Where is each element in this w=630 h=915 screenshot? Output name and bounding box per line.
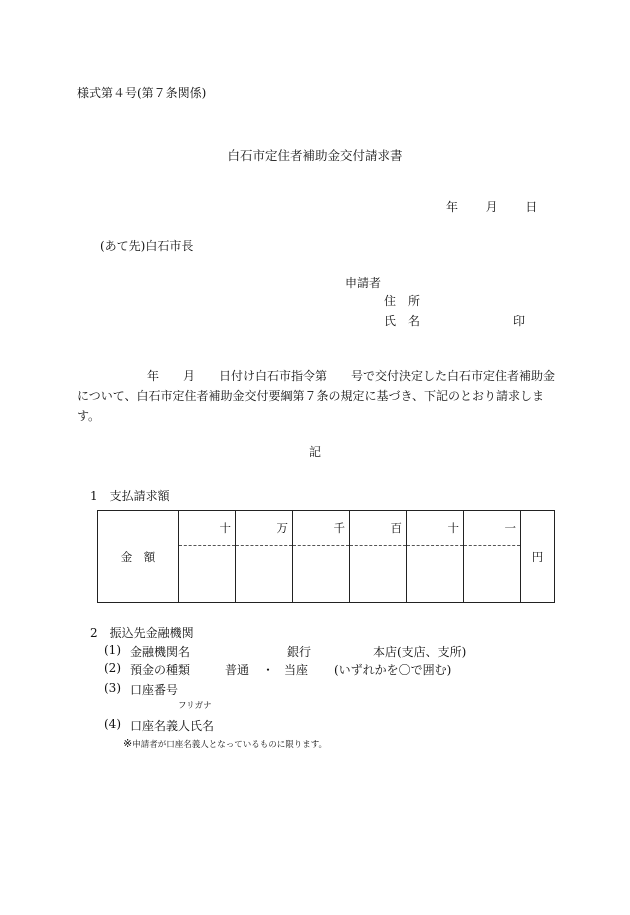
branch-suffix: 本店(支店、支所) [373,645,467,659]
request-body [77,366,557,426]
unit-juman: 十 [179,511,236,546]
section1-heading: 1 支払請求額 [90,489,170,503]
separator-dot: ・ [262,663,275,677]
seal-mark: 印 [513,314,526,328]
unit-sen: 千 [293,511,350,546]
body-line-3: す。 [77,409,101,423]
item-1-number: (1) [104,643,121,657]
account-note [123,737,327,750]
unit-man: 万 [236,511,293,546]
item-1-label: 金融機関名 [130,645,191,659]
bank-suffix: 銀行 [287,645,312,659]
unit-hyaku: 百 [350,511,407,546]
date-line [446,198,537,215]
date-day: 日 [525,200,538,214]
amount-table [97,510,555,603]
circle-instruction: (いずれかを〇で囲む) [334,663,452,677]
item-4-number: (4) [104,717,121,731]
item-4-label: 口座名義人氏名 [130,719,215,733]
body-line-2: について、白石市定住者補助金交付要綱第７条の規定に基づき、下記のとおり請求しま [77,389,545,403]
unit-ichi: 一 [464,511,521,546]
applicant-label: 申請者 [345,276,382,290]
address-label: 住 所 [384,294,421,308]
amount-digit-cell[interactable] [407,546,464,603]
name-label: 氏 名 [384,314,421,328]
furigana-label: フリガナ [178,701,212,711]
note-text: 申請者が口座名義人となっているものに限ります。 [132,740,328,750]
addressee: (あて先)白石市長 [100,239,194,253]
yen-label: 円 [521,511,555,603]
page-title: 白石市定住者補助金交付請求書 [227,148,403,163]
item-2-label: 預金の種類 [130,663,191,677]
section2-heading: 2 振込先金融機関 [90,626,194,640]
amount-digit-cell[interactable] [236,546,293,603]
item-3-label: 口座番号 [130,683,179,697]
amount-digit-cell[interactable] [179,546,236,603]
amount-label: 金 額 [98,511,179,603]
item-2-number: (2) [104,661,121,675]
note-mark-icon: ※ [123,737,133,750]
ki-heading: 記 [308,445,321,459]
amount-digit-cell[interactable] [293,546,350,603]
body-line-1: 年 月 日付け白石市指令第 号で交付決定した白石市定住者補助金 [147,369,556,383]
amount-digit-cell[interactable] [350,546,407,603]
deposit-touza[interactable]: 当座 [284,663,309,677]
form-number: 様式第４号(第７条関係) [77,86,207,100]
deposit-futsu[interactable]: 普通 [225,663,250,677]
date-year: 年 [446,200,459,214]
item-3-number: (3) [104,681,121,695]
date-month: 月 [485,200,498,214]
unit-ju: 十 [407,511,464,546]
amount-digit-cell[interactable] [464,546,521,603]
